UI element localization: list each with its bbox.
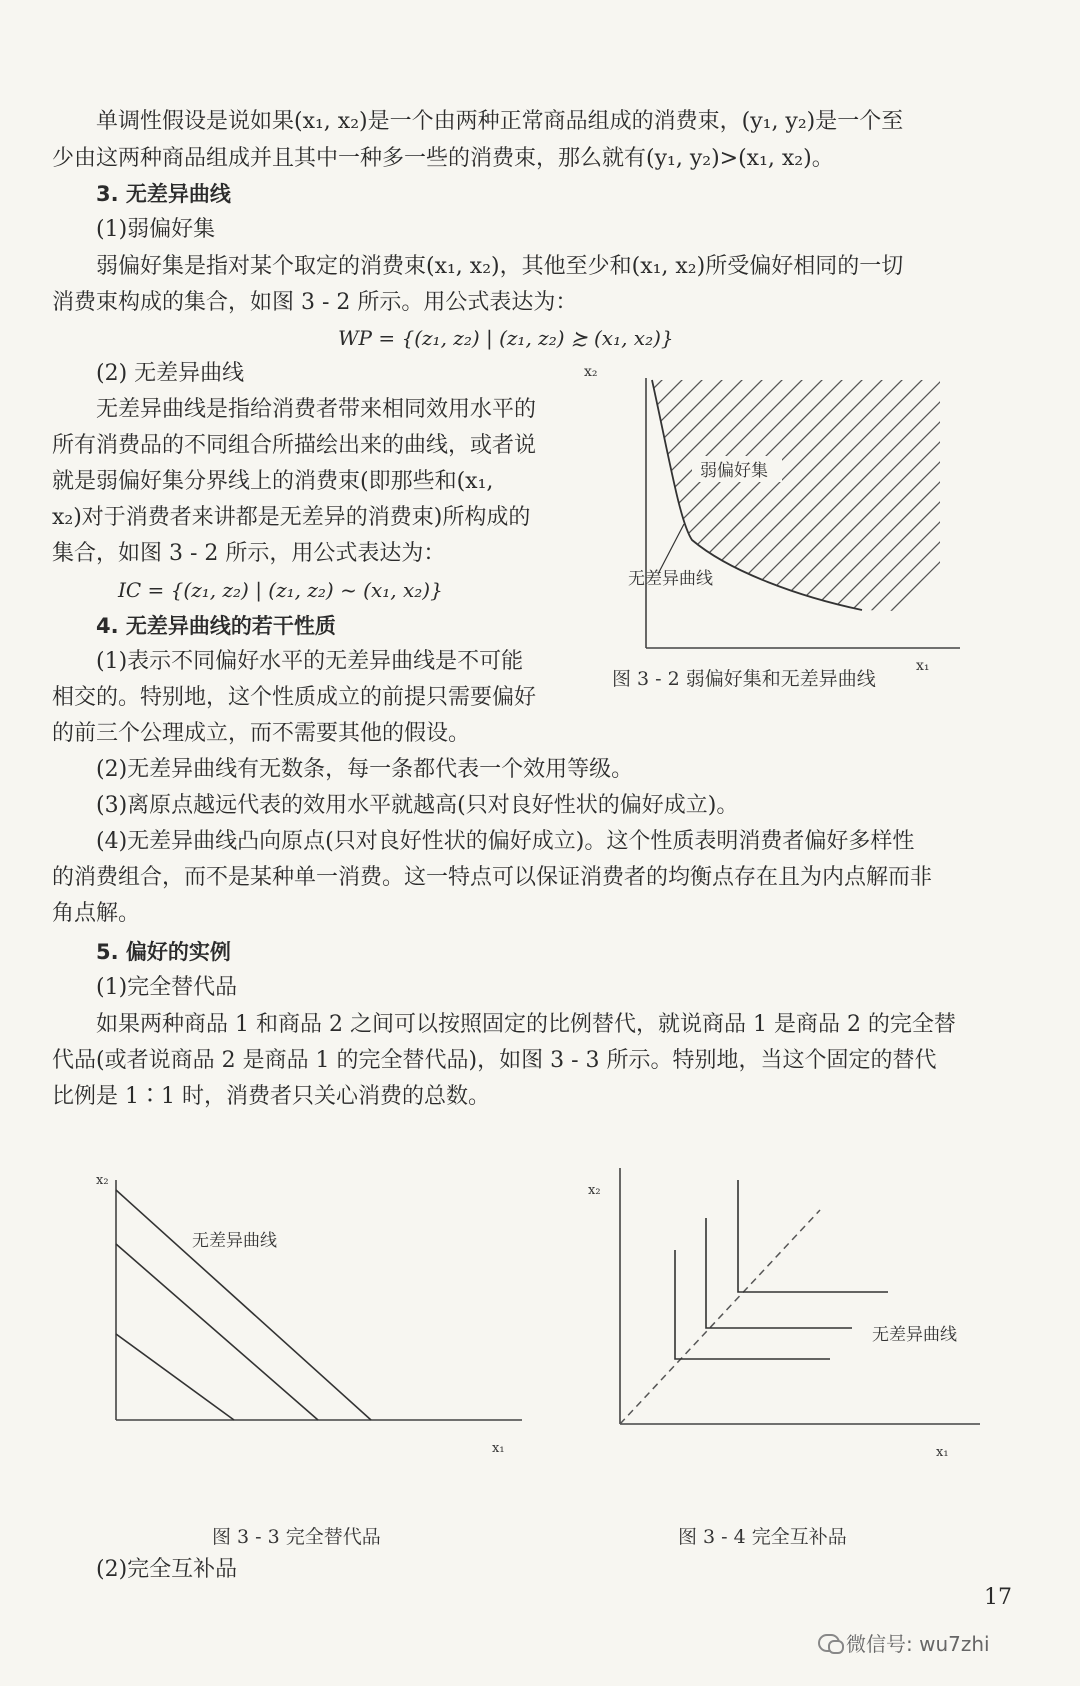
wechat-watermark xyxy=(818,1628,990,1657)
subheading-indifference-curve: (2) 无差异曲线 xyxy=(96,361,245,386)
fig32-curve-pointer xyxy=(658,524,684,574)
fig33-y-label: x₂ xyxy=(96,1173,109,1188)
caption-figure-3-4: 图 3 - 4 完全互补品 xyxy=(678,1526,847,1548)
para-weak-pref-line2: 消费束构成的集合，如图 3 - 2 所示。用公式表达为： xyxy=(52,290,578,315)
para-ic-line3: 就是弱偏好集分界线上的消费束(即那些和(x₁, xyxy=(52,469,494,494)
fig32-region-label: 弱偏好集 xyxy=(700,461,768,481)
fig33-x-label: x₁ xyxy=(492,1441,505,1456)
figure-3-3 xyxy=(86,1158,526,1462)
wechat-icon xyxy=(818,1634,840,1652)
para-prop1-line2: 相交的。特别地，这个性质成立的前提只需要偏好 xyxy=(52,685,537,710)
subheading-perfect-complements: (2)完全互补品 xyxy=(96,1557,238,1582)
fig32-x-label: x₁ xyxy=(916,658,930,674)
para-ic-line2: 所有消费品的不同组合所描绘出来的曲线，或者说 xyxy=(52,433,537,458)
caption-figure-3-3: 图 3 - 3 完全替代品 xyxy=(212,1526,381,1548)
figure-3-4-graphic xyxy=(590,1168,1010,1488)
para-ic-line1: 无差异曲线是指给消费者带来相同效用水平的 xyxy=(96,397,537,422)
heading-indifference-curve: 3. 无差异曲线 xyxy=(96,182,231,206)
para-ic-line5: 集合，如图 3 - 2 所示，用公式表达为： xyxy=(52,541,446,566)
fig34-x-label: x₁ xyxy=(936,1445,949,1460)
fig34-curve-label: 无差异曲线 xyxy=(872,1325,957,1345)
para-substitutes-line1: 如果两种商品 1 和商品 2 之间可以按照固定的比例替代，就说商品 1 是商品 2 的完全替 xyxy=(96,1012,956,1037)
fig33-line-mid xyxy=(116,1244,318,1420)
para-substitutes-line2: 代品(或者说商品 2 是商品 1 的完全替代品)，如图 3 - 3 所示。特别地，当这个固定的替代 xyxy=(52,1048,937,1073)
para-prop4-line3: 角点解。 xyxy=(52,901,141,926)
para-monotonicity-line1: 单调性假设是说如果(x₁, x₂)是一个由两种正常商品组成的消费束，(y₁, y₂)是一个至 xyxy=(96,109,904,134)
fig34-l-curve-low xyxy=(675,1250,830,1359)
para-prop2: (2)无差异曲线有无数条，每一条都代表一个效用等级。 xyxy=(96,757,634,782)
para-prop4-line1: (4)无差异曲线凸向原点(只对良好性状的偏好成立)。这个性质表明消费者偏好多样性 xyxy=(96,829,915,854)
para-prop1-line1: (1)表示不同偏好水平的无差异曲线是不可能 xyxy=(96,649,524,674)
fig33-curve-label: 无差异曲线 xyxy=(192,1231,277,1251)
fig34-l-curve-mid xyxy=(706,1218,852,1328)
para-prop4-line2: 的消费组合，而不是某种单一消费。这一特点可以保证消费者的均衡点存在且为内点解而非 xyxy=(52,865,933,890)
para-weak-pref-line1: 弱偏好集是指对某个取定的消费束(x₁, x₂)，其他至少和(x₁, x₂)所受偏好相同的一切 xyxy=(96,254,904,279)
heading-preference-examples: 5. 偏好的实例 xyxy=(96,940,231,964)
figure-3-2 xyxy=(584,364,1020,686)
caption-figure-3-2: 图 3 - 2 弱偏好集和无差异曲线 xyxy=(612,668,876,690)
heading-ic-properties: 4. 无差异曲线的若干性质 xyxy=(96,614,336,638)
fig32-curve-label: 无差异曲线 xyxy=(628,569,713,589)
fig33-line-high xyxy=(116,1190,371,1420)
subheading-perfect-substitutes: (1)完全替代品 xyxy=(96,975,238,1000)
figure-3-2-graphic xyxy=(584,364,1020,682)
fig34-y-label: x₂ xyxy=(588,1183,601,1198)
para-prop1-line3: 的前三个公理成立，而不需要其他的假设。 xyxy=(52,721,471,746)
subheading-weak-preference-set: (1)弱偏好集 xyxy=(96,217,216,242)
fig32-y-label: x₂ xyxy=(584,364,598,380)
para-prop3: (3)离原点越远代表的效用水平就越高(只对良好性状的偏好成立)。 xyxy=(96,793,739,818)
formula-indifference-curve: IC = {(z₁, z₂) | (z₁, z₂) ~ (x₁, x₂)} xyxy=(118,578,443,602)
wechat-id-text: 微信号: wu7zhi xyxy=(846,1632,990,1656)
fig34-diagonal-ray xyxy=(620,1210,820,1424)
figure-3-3-graphic xyxy=(86,1158,526,1458)
para-substitutes-line3: 比例是 1∶1 时，消费者只关心消费的总数。 xyxy=(52,1084,490,1109)
fig34-l-curve-high xyxy=(738,1180,888,1292)
para-ic-line4: x₂)对于消费者来讲都是无差异的消费束)所构成的 xyxy=(52,505,531,530)
fig32-hatching xyxy=(640,332,1080,642)
fig33-line-low xyxy=(116,1334,234,1420)
page-number: 17 xyxy=(984,1585,1012,1610)
figure-3-4 xyxy=(590,1168,1010,1492)
para-monotonicity-line2: 少由这两种商品组成并且其中一种多一些的消费束，那么就有(y₁, y₂)>(x₁, x₂)。 xyxy=(52,146,834,171)
formula-weak-preference: WP = {(z₁, z₂) | (z₁, z₂) ≿ (x₁, x₂)} xyxy=(338,326,674,350)
